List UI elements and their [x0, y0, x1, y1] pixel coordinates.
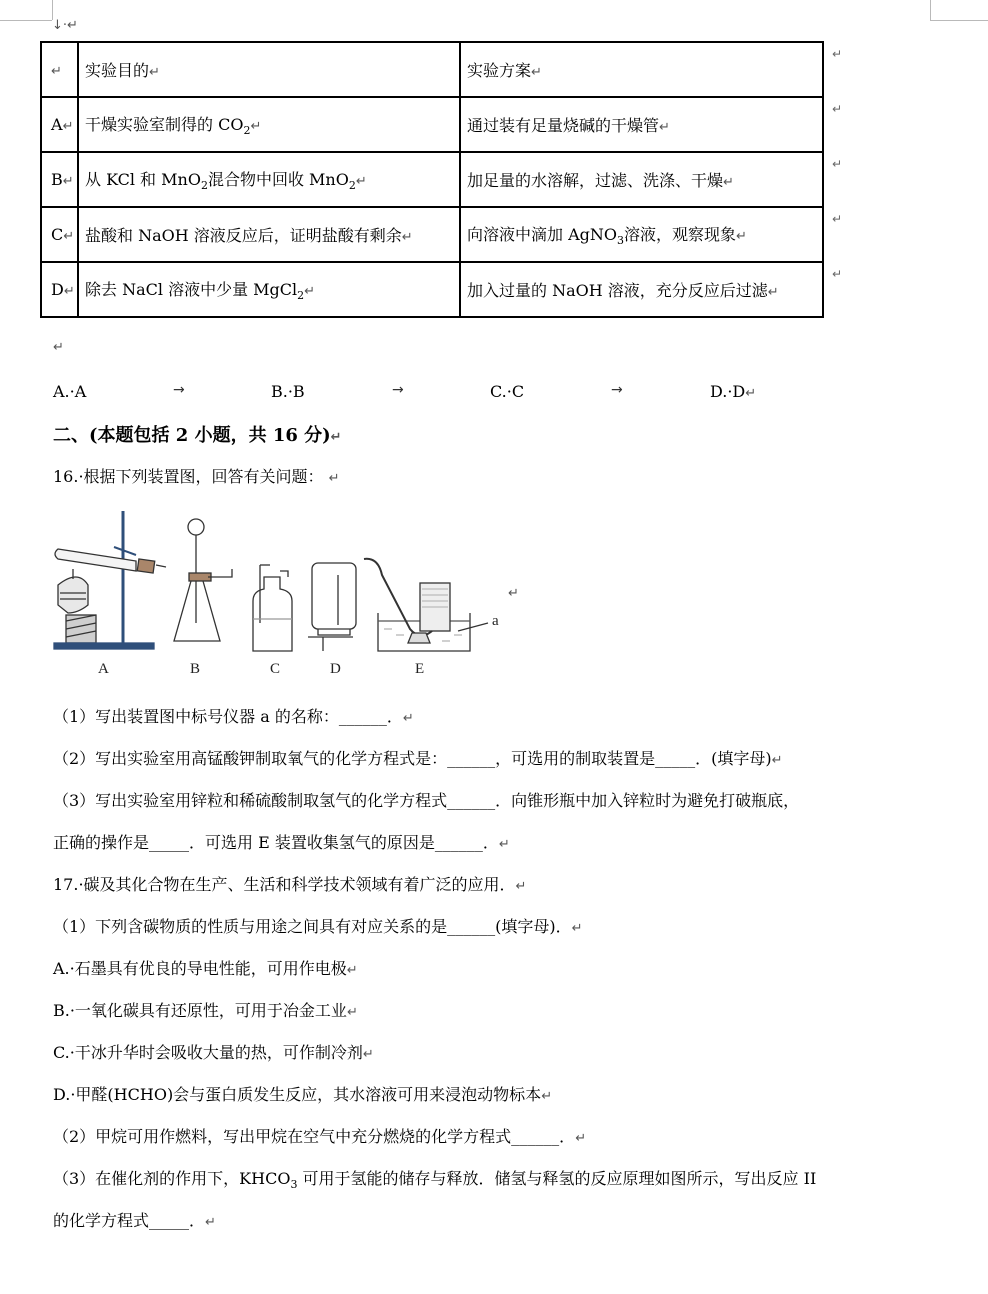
q17-choice-b: B.·一氧化碳具有还原性，可用于冶金工业↵: [53, 1001, 358, 1020]
row-purpose: 盐酸和 NaOH 溶液反应后，证明盐酸有剩余↵: [78, 207, 460, 262]
q16-part3-line2: 正确的操作是_____．可选用 E 装置收集氢气的原因是______．↵: [53, 833, 510, 852]
apparatus-d-icon: [308, 563, 356, 651]
option-d: D.·D↵: [710, 382, 757, 401]
crop-mark-top-left: [0, 20, 52, 21]
paragraph-mark: ↵: [508, 586, 519, 601]
q16-part3-line1: （3）写出实验室用锌粒和稀硫酸制取氢气的化学方程式______．向锥形瓶中加入锌粒时为避免打破瓶底，: [53, 791, 800, 810]
q17-part3-line1: （3）在催化剂的作用下，$KHCO_3$ 可用于氢能的储存与释放．储氢与释氢的反应原理如图所示，写出反应 II: [53, 1169, 817, 1192]
apparatus-e-icon: [364, 559, 488, 651]
table-row: [41, 262, 823, 317]
top-marker: ↓·↵: [52, 18, 78, 33]
q16-part2: （2）写出实验室用高锰酸钾制取氧气的化学方程式是：______，可选用的制取装置是_____．(填字母)↵: [53, 749, 783, 768]
row-plan: 向溶液中滴加 AgNO$_3$溶液，观察现象↵ ↵: [460, 207, 823, 262]
figure-label: a: [492, 613, 499, 629]
tab-arrow-icon: →: [392, 382, 404, 398]
crop-mark-top-right-v: [930, 0, 931, 20]
paragraph-mark: ↵: [53, 340, 64, 355]
q17-choice-c: C.·干冰升华时会吸收大量的热，可作制冷剂↵: [53, 1043, 374, 1062]
apparatus-c-icon: [253, 565, 292, 651]
q17-choice-a: A.·石墨具有优良的导电性能，可用作电极↵: [53, 959, 358, 978]
section-heading: 二、(本题包括 2 小题，共 16 分)↵: [53, 425, 342, 446]
header-key-cell: ↵: [41, 42, 78, 97]
figure-label: E: [415, 661, 425, 677]
header-purpose-cell: 实验目的↵: [78, 42, 460, 97]
table-row: [41, 97, 823, 152]
q17-part3-line2: 的化学方程式_____．↵: [53, 1211, 216, 1230]
q17-part2: （2）甲烷可用作燃料，写出甲烷在空气中充分燃烧的化学方程式______．↵: [53, 1127, 587, 1146]
row-plan: 加入过量的 NaOH 溶液，充分反应后过滤↵ ↵: [460, 262, 823, 317]
row-purpose: 除去 NaCl 溶液中少量 MgCl$_2$↵: [78, 262, 460, 317]
apparatus-figure: [48, 505, 528, 681]
header-plan-cell: 实验方案↵ ↵: [460, 42, 823, 97]
crop-mark-top-left-v: [52, 0, 53, 20]
q17-part1: （1）下列含碳物质的性质与用途之间具有对应关系的是______(填字母)．↵: [53, 917, 583, 936]
row-key: D↵: [41, 262, 78, 317]
row-purpose: 干燥实验室制得的 $CO_2↵$: [78, 97, 460, 152]
tab-arrow-icon: →: [173, 382, 185, 398]
figure-label: A: [98, 661, 109, 677]
experiment-table: [40, 41, 842, 318]
row-plan: 加足量的水溶解，过滤、洗涤、干燥↵ ↵: [460, 152, 823, 207]
row-key: B↵: [41, 152, 78, 207]
row-key: C↵: [41, 207, 78, 262]
table-header-row: [41, 42, 823, 97]
apparatus-b-icon: [174, 519, 232, 641]
q16-stem: 16.·根据下列装置图，回答有关问题： ↵: [53, 467, 340, 486]
table-row: [41, 207, 823, 262]
figure-label: C: [270, 661, 281, 677]
figure-label: B: [190, 661, 201, 677]
option-a: A.·A: [53, 382, 87, 401]
row-plan: 通过装有足量烧碱的干燥管↵ ↵: [460, 97, 823, 152]
q17-choice-d: D.·甲醛(HCHO)会与蛋白质发生反应，其水溶液可用来浸泡动物标本↵: [53, 1085, 553, 1104]
row-purpose: 从 KCl 和 MnO$_2$混合物中回收 MnO$_2$↵: [78, 152, 460, 207]
table-row: [41, 152, 823, 207]
row-key: A↵: [41, 97, 78, 152]
apparatus-a-icon: [54, 511, 166, 649]
option-b: B.·B: [271, 382, 305, 401]
q16-part1: （1）写出装置图中标号仪器 a 的名称：______．↵: [53, 707, 414, 726]
q17-stem: 17.·碳及其化合物在生产、生活和科学技术领域有着广泛的应用．↵: [53, 875, 527, 894]
option-c: C.·C: [490, 382, 525, 401]
figure-label: D: [330, 661, 341, 677]
crop-mark-top-right: [930, 20, 988, 21]
tab-arrow-icon: →: [611, 382, 623, 398]
